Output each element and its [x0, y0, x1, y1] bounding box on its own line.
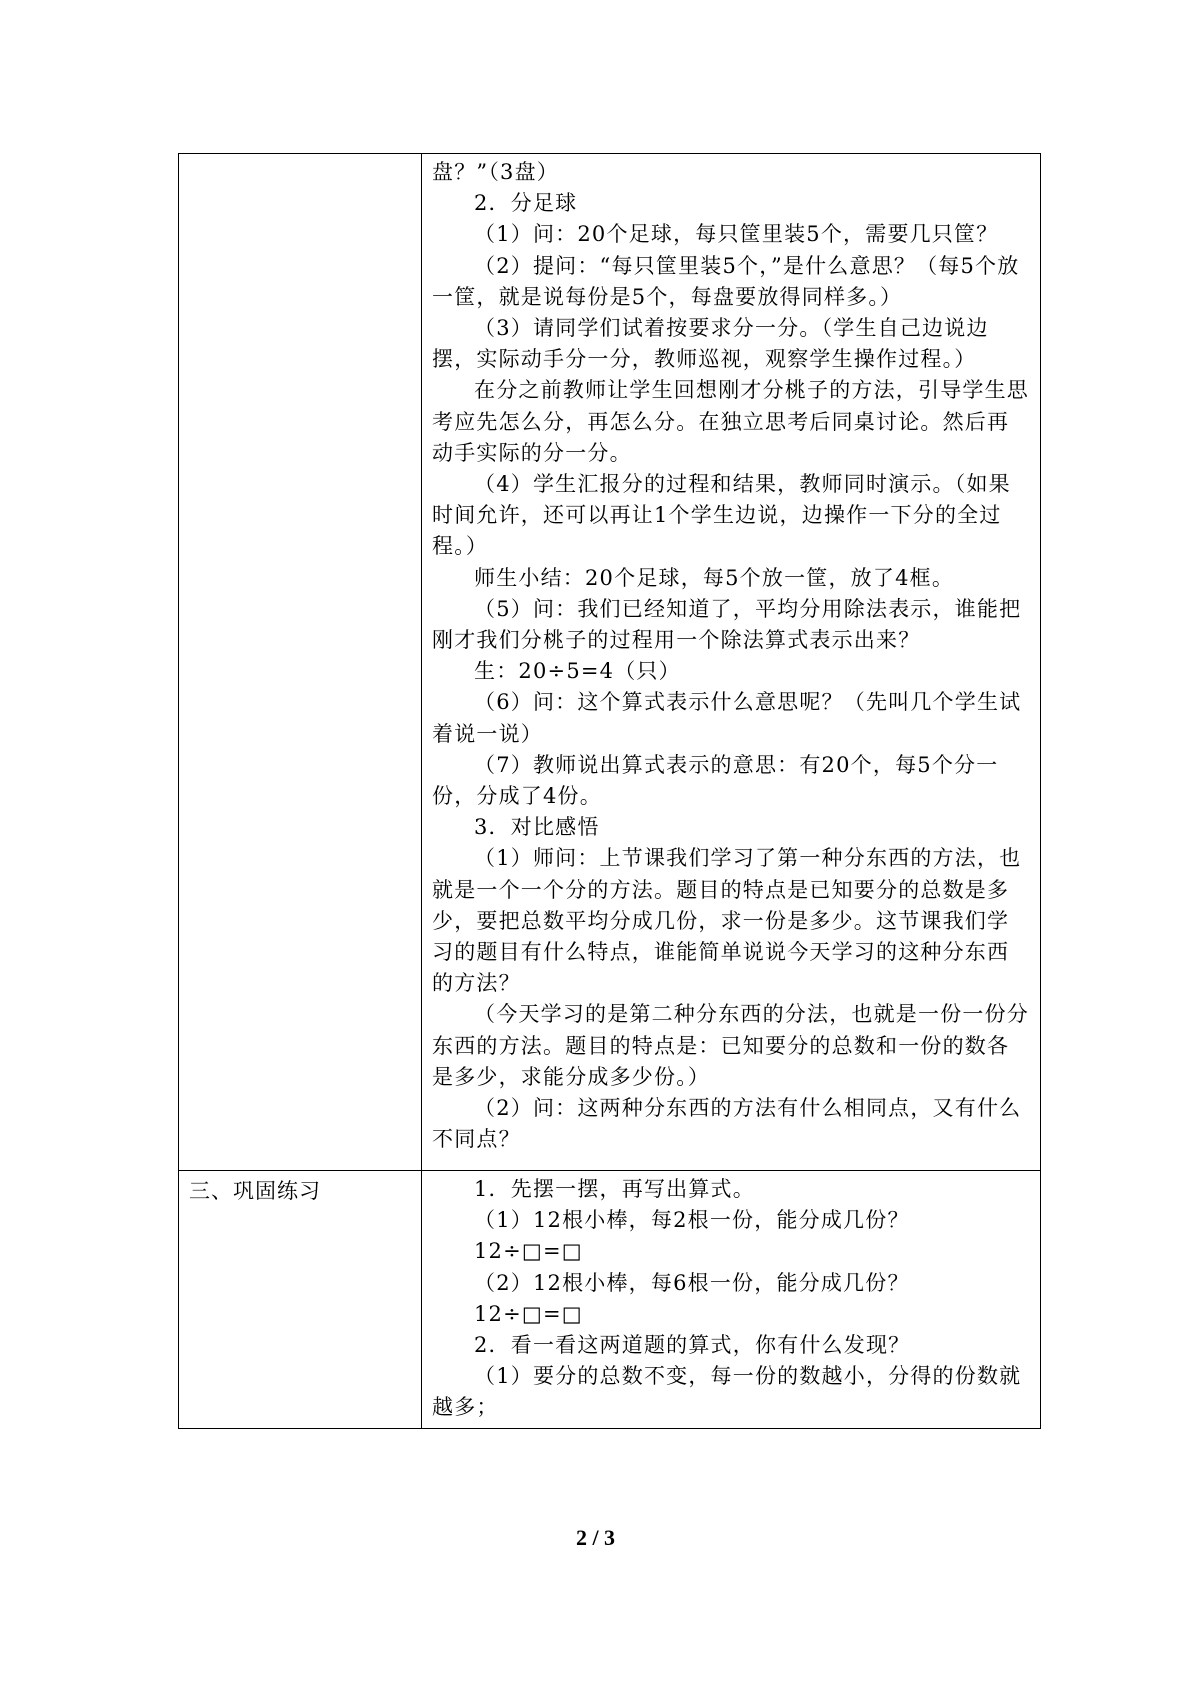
content-cell — [422, 154, 1041, 1171]
content-paragraph: （1）师问：上节课我们学习了第一种分东西的方法，也就是一个一个分的方法。题目的特点是已知要分的总数是多少，要把总数平均分成几份，求一份是多少。这节课我们学习的题目有什么特点，谁能简单说说今天学习的这种分东西的方法？ — [432, 846, 1022, 996]
content-paragraph: （5）问：我们已经知道了，平均分用除法表示，谁能把刚才我们分桃子的过程用一个除法算式表示出来？ — [432, 596, 1022, 653]
content-paragraph: （2）问：这两种分东西的方法有什么相同点，又有什么不同点？ — [432, 1096, 1022, 1152]
content-paragraph: 3．对比感悟 — [474, 815, 600, 840]
content-paragraph: （2）12根小棒，每6根一份，能分成几份？ — [474, 1270, 910, 1295]
content-paragraph: （1）12根小棒，每2根一份，能分成几份？ — [474, 1208, 910, 1233]
content-paragraph: （1）要分的总数不变，每一份的数越小，分得的份数就越多； — [432, 1364, 1022, 1420]
content-paragraph: 师生小结：20个足球，每5个放一筐，放了4框。 — [474, 565, 955, 590]
content-paragraph: （今天学习的是第二种分东西的分法，也就是一份一份分东西的方法。题目的特点是：已知要分的总数和一份的数各是多少，求能分成多少份。） — [432, 1002, 1029, 1089]
content-paragraph: （3）请同学们试着按要求分一分。（学生自己边说边摆，实际动手分一分，教师巡视，观察学生操作过程。） — [432, 316, 989, 372]
content-cell — [422, 1171, 1041, 1429]
stage-label — [179, 154, 421, 158]
content-paragraph: 2．看一看这两道题的算式，你有什么发现？ — [474, 1333, 911, 1358]
content-block — [422, 1171, 1040, 1428]
content-paragraph: （4）学生汇报分的过程和结果，教师同时演示。（如果时间允许，还可以再让1个学生边说，边操作一下分的全过程。） — [432, 472, 1011, 559]
lesson-plan-table — [178, 153, 1041, 1429]
table-row — [179, 154, 1041, 1171]
stage-label-cell — [179, 154, 422, 1171]
table-row — [179, 1171, 1041, 1429]
content-paragraph: （6）问：这个算式表示什么意思呢？（先叫几个学生试着说一说） — [432, 690, 1022, 746]
stage-label-cell — [179, 1171, 422, 1429]
content-paragraph: 在分之前教师让学生回想刚才分桃子的方法，引导学生思考应先怎么分，再怎么分。在独立思考后同桌讨论。然后再动手实际的分一分。 — [432, 378, 1029, 465]
content-paragraph: 12÷□=□ — [474, 1301, 583, 1326]
content-paragraph: 1．先摆一摆，再写出算式。 — [474, 1177, 755, 1201]
content-paragraph: （2）提问：“每只筐里装5个，”是什么意思？（每5个放一筐，就是说每份是5个，每盘要放得同样多。） — [432, 253, 1020, 309]
content-paragraph: 12÷□=□ — [474, 1239, 583, 1264]
content-paragraph: 2．分足球 — [474, 191, 578, 216]
content-paragraph: 盘？”（3盘） — [432, 160, 559, 184]
page-number: 2 / 3 — [575, 1525, 616, 1550]
stage-label: 三、巩固练习 — [189, 1179, 321, 1203]
content-paragraph: 生：20÷5=4（只） — [474, 659, 681, 684]
content-paragraph: （1）问：20个足球，每只筐里装5个，需要几只筐？ — [474, 222, 999, 247]
content-paragraph: （7）教师说出算式表示的意思：有20个，每5个分一份，分成了4份。 — [432, 752, 999, 809]
content-block — [422, 154, 1040, 1160]
